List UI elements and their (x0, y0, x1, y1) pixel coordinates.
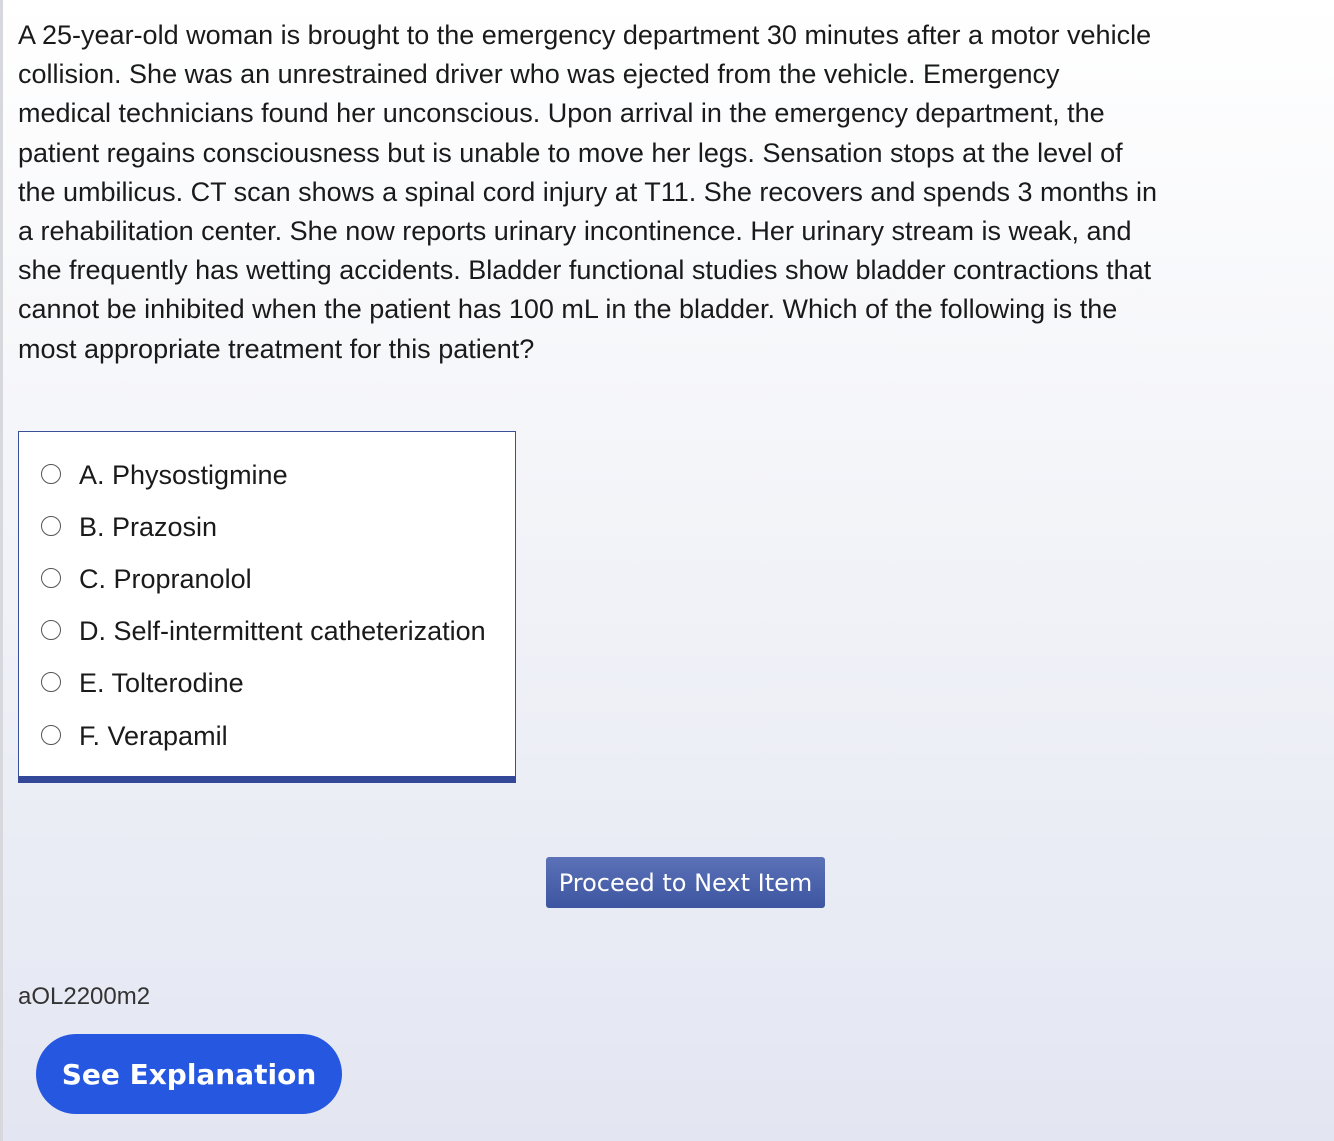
choice-label[interactable]: B. Prazosin (79, 512, 218, 542)
choice-label[interactable]: A. Physostigmine (79, 460, 288, 490)
choice-label[interactable]: E. Tolterodine (79, 668, 244, 698)
window-left-edge (0, 0, 3, 1141)
radio-button-icon[interactable] (41, 725, 61, 745)
choice-label[interactable]: C. Propranolol (79, 564, 252, 594)
item-id: aOL2200m2 (18, 983, 151, 1010)
choice-label[interactable]: F. Verapamil (79, 721, 228, 751)
see-explanation-button[interactable]: See Explanation (36, 1034, 342, 1114)
radio-button-icon[interactable] (41, 516, 61, 536)
question-stem: A 25-year-old woman is brought to the emergency department 30 minutes after a motor vehicle collision. She was an unrestrained driver who was ejected from the vehicle. Emergency medical technicians found her unconscious. Upon arrival in the emergency department, the patient regains consciousness but is unable to move her legs. Sensation stops at the level of the umbilicus. CT scan shows a spinal cord injury at T11. She recovers and spends 3 months in a rehabilitation center. She now reports urinary incontinence. Her urinary stream is weak, and she frequently has wetting accidents. Bladder functional studies show bladder contractions that cannot be inhibited when the patient has 100 mL in the bladder. Which of the following is the most appropriate treatment for this patient? (18, 20, 1158, 364)
answer-choices-panel (18, 431, 516, 783)
radio-button-icon[interactable] (41, 464, 61, 484)
radio-button-icon[interactable] (41, 672, 61, 692)
radio-button-icon[interactable] (41, 620, 61, 640)
radio-button-icon[interactable] (41, 568, 61, 588)
choice-label[interactable]: D. Self-intermittent catheterization (79, 616, 486, 646)
proceed-next-item-button[interactable]: Proceed to Next Item (546, 857, 825, 908)
